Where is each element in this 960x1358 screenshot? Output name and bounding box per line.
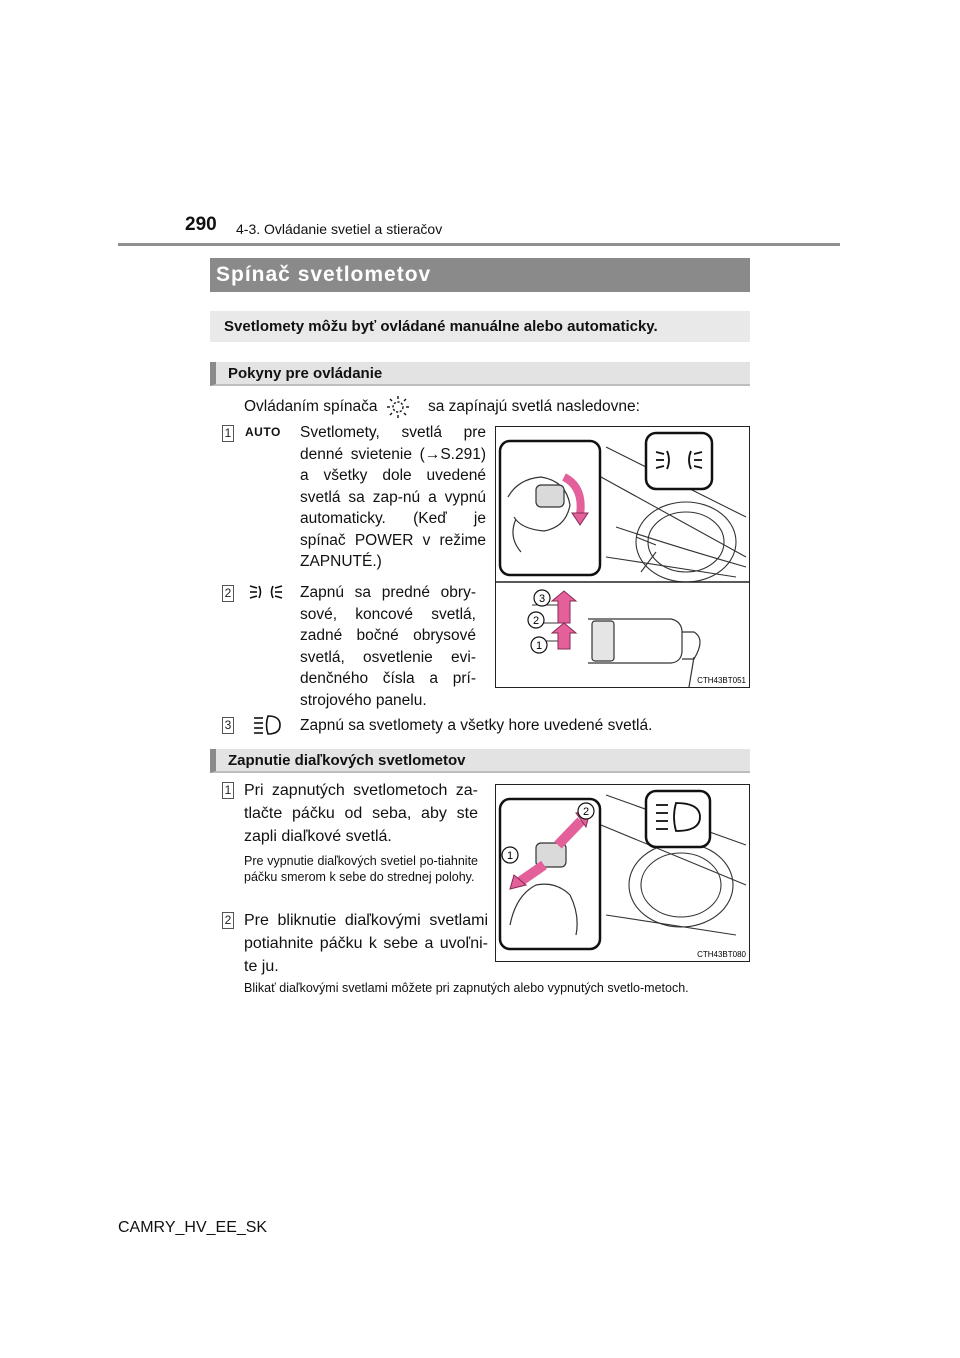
high-beam-illustration xyxy=(496,785,749,961)
intro-summary: Svetlomety môžu byť ovládané manuálne alebo automaticky. xyxy=(210,311,750,342)
high-beam-heading: Zapnutie diaľkových svetlometov xyxy=(210,749,750,773)
headlight-switch-figure xyxy=(495,426,750,688)
svg-text:2: 2 xyxy=(532,615,540,627)
figure-code: CTH43BT080 xyxy=(697,950,746,959)
high-beam-2-text: Pre bliknutie diaľkovými svetlami potiahnite páčku k sebe a uvoľni-te ju. xyxy=(244,912,488,975)
headlight-switch-illustration xyxy=(496,427,749,687)
high-beam-1-note: Pre vypnutie diaľkových svetiel po-tiahnite páčku smerom k sebe do strednej polohy. xyxy=(244,854,478,884)
item-number-1: 1 xyxy=(222,425,234,442)
callout-arrow-2 xyxy=(552,623,576,649)
svg-text:1: 1 xyxy=(506,850,514,862)
light-switch-icon xyxy=(384,395,412,419)
zoom-panel-switch xyxy=(500,441,600,575)
auto-icon: AUTO xyxy=(245,425,281,439)
headlight-icon xyxy=(252,713,282,737)
operation-heading: Pokyny pre ovládanie xyxy=(210,362,750,386)
figure-code: CTH43BT051 xyxy=(697,676,746,685)
item-number-3: 3 xyxy=(222,717,234,734)
document-footer: CAMRY_HV_EE_SK xyxy=(118,1219,268,1236)
svg-text:1: 1 xyxy=(535,640,543,652)
parking-lights-icon xyxy=(248,580,284,604)
page-number: 290 xyxy=(185,214,217,235)
section-breadcrumb: 4-3. Ovládanie svetiel a stieračov xyxy=(236,221,443,237)
high-beam-figure xyxy=(495,784,750,962)
page-title: Spínač svetlometov xyxy=(210,258,750,292)
high-beam-number-2: 2 xyxy=(222,912,234,929)
item-3-text: Zapnú sa svetlomety a všetky hore uvedené svetlá. xyxy=(300,717,653,734)
high-beam-1-text: Pri zapnutých svetlometoch za-tlačte páčku od seba, aby ste zapli diaľkové svetlá. xyxy=(244,782,478,845)
operation-lead-after: sa zapínajú svetlá nasledovne: xyxy=(428,398,640,415)
callout-arrow-3 xyxy=(552,591,576,623)
high-beam-note: Blikať diaľkovými svetlami môžete pri zapnutých alebo vypnutých svetlo-metoch. xyxy=(244,981,689,995)
item-number-2: 2 xyxy=(222,585,234,602)
svg-text:2: 2 xyxy=(582,806,590,818)
header-divider xyxy=(118,243,840,246)
zoom-panel-indicator xyxy=(646,433,712,489)
svg-text:3: 3 xyxy=(538,593,546,605)
item-2-text: Zapnú sa predné obry-sové, koncové svetlá, zadné bočné obrysové svetlá, osvetlenie evi-denčného čísla a prí-strojového panelu. xyxy=(300,584,476,709)
operation-lead-before: Ovládaním spínača xyxy=(244,398,378,415)
high-beam-number-1: 1 xyxy=(222,782,234,799)
item-1-text: Svetlomety, svetlá pre denné svietenie (→S.291) a všetky dole uvedené svetlá sa zap-nú a vypnú automaticky. (Keď je spínač POWER v režime ZAPNUTÉ.) xyxy=(300,424,486,570)
